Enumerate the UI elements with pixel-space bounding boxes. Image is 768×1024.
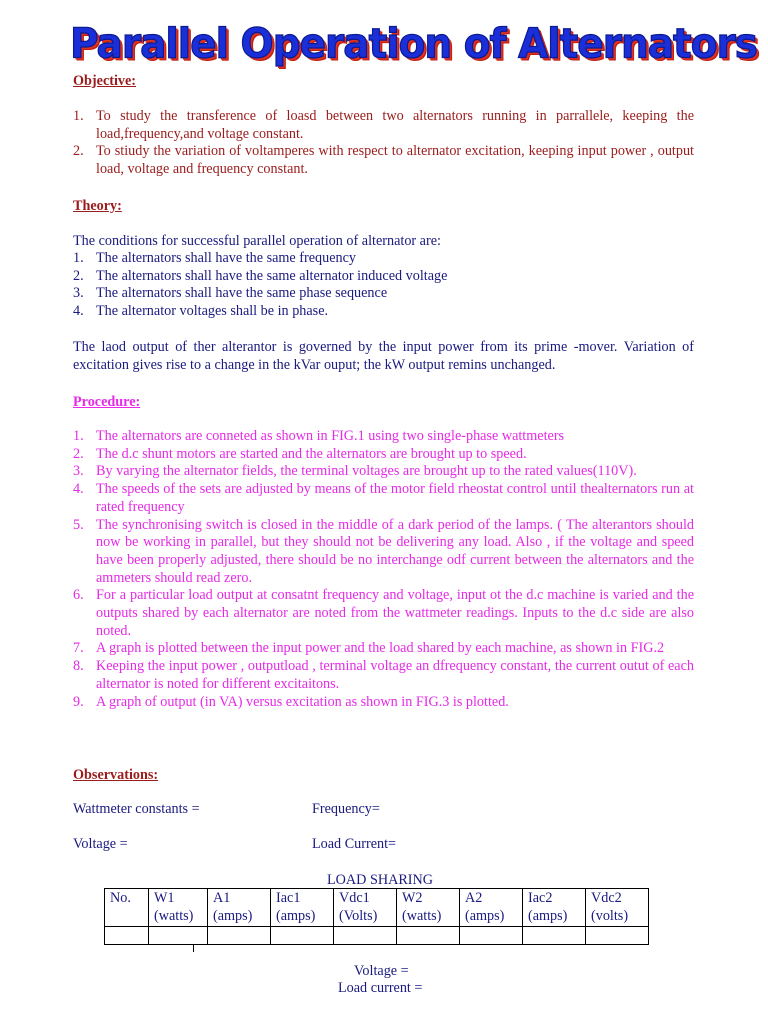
condition-item: 3. The alternators shall have the same phase sequence bbox=[73, 285, 388, 302]
procedure-step: 6. For a particular load output at consatnt frequency and voltage, input ot the d.c machine is varied and the outputs shared by each alternator are noted from the wattmeter readings. Inputs to the d.c side are also noted. bbox=[73, 587, 694, 639]
frequency-label: Frequency= bbox=[312, 801, 380, 817]
theory-conditions-list bbox=[73, 250, 694, 321]
column-header: No. bbox=[105, 889, 149, 927]
footer-voltage-label: Voltage = bbox=[354, 963, 409, 979]
page-title: Parallel Operation of Alternators bbox=[70, 20, 757, 69]
theory-paragraph: The laod output of ther alterantor is governed by the input power from its prime -mover. Variation of excitation gives rise to a change in the kVar ouput; the kW output remins unchanged. bbox=[73, 339, 694, 373]
procedure-step: 1. The alternators are conneted as shown in FIG.1 using two single-phase wattmeters bbox=[73, 428, 565, 444]
objective-list bbox=[73, 108, 694, 179]
column-header: Vdc2 (volts) bbox=[586, 889, 649, 927]
table-cell bbox=[105, 927, 149, 945]
column-header: W1 (watts) bbox=[149, 889, 208, 927]
column-header: Iac1 (amps) bbox=[271, 889, 334, 927]
objective-heading: Objective: bbox=[73, 73, 137, 89]
load-current-label: Load Current= bbox=[312, 836, 397, 852]
procedure-step: 4. The speeds of the sets are adjusted by means of the motor field rheostat control until thealternators run at rated frequency bbox=[73, 481, 694, 515]
procedure-step: 3. By varying the alternator fields, the terminal voltages are brought up to the rated values(110V). bbox=[73, 463, 637, 480]
condition-item: 4. The alternator voltages shall be in phase. bbox=[73, 303, 329, 320]
condition-item: 2. The alternators shall have the same alternator induced voltage bbox=[73, 267, 448, 284]
wattmeter-constants-label: Wattmeter constants = bbox=[73, 801, 200, 817]
procedure-step: 5. The synchronising switch is closed in the middle of a dark period of the lamps. ( The alterantors should now be working in parallel, but they should not be delivering any load. Also , if the voltage and speed have been properly adjusted, there should be no interchange odf current between the alternators and the ammeters should read zero. bbox=[73, 516, 694, 586]
footer-load-current-label: Load current = bbox=[338, 980, 423, 996]
procedure-step: 2. The d.c shunt motors are started and the alternators are brought up to speed. bbox=[73, 445, 527, 462]
table-cell bbox=[586, 927, 649, 945]
procedure-step: 7. A graph is plotted between the input power and the load shared by each machine, as shown in FIG.2 bbox=[73, 640, 665, 657]
column-header: A2 (amps) bbox=[460, 889, 523, 927]
condition-item: 1. The alternators shall have the same frequency bbox=[73, 250, 356, 266]
table-title: LOAD SHARING bbox=[327, 872, 434, 888]
table-cell bbox=[208, 927, 271, 945]
column-header: W2 (watts) bbox=[397, 889, 460, 927]
table-cell bbox=[460, 927, 523, 945]
column-header: Iac2 (amps) bbox=[523, 889, 586, 927]
table-cell bbox=[271, 927, 334, 945]
observations-heading: Observations: bbox=[73, 767, 159, 783]
voltage-label: Voltage = bbox=[73, 836, 128, 852]
column-header: Vdc1 (Volts) bbox=[334, 889, 397, 927]
objective-item: 1. To study the transference of loasd between two alternators running in parrallele, keeping the load,frequency,and voltage constant. bbox=[73, 108, 694, 142]
table-stray-mark bbox=[193, 944, 194, 952]
procedure-step: 9. A graph of output (in VA) versus excitation as shown in FIG.3 is plotted. bbox=[73, 693, 509, 710]
table-cell bbox=[397, 927, 460, 945]
table-row bbox=[105, 927, 649, 945]
procedure-heading: Procedure: bbox=[73, 394, 141, 410]
theory-heading: Theory: bbox=[73, 198, 122, 214]
objective-item: 2. To stiudy the variation of voltamperes with respect to alternator excitation, keeping input power , output load, voltage and frequency constant. bbox=[73, 143, 694, 178]
table-cell bbox=[334, 927, 397, 945]
procedure-step: 8. Keeping the input power , outputload , terminal voltage an dfrequency constant, the current outut of each alternator is noted for different excitaitons. bbox=[73, 658, 694, 692]
table-cell bbox=[149, 927, 208, 945]
table-header-row bbox=[105, 889, 649, 927]
column-header: A1 (amps) bbox=[208, 889, 271, 927]
theory-intro: The conditions for successful parallel operation of alternator are: bbox=[73, 233, 441, 249]
procedure-list bbox=[73, 428, 694, 711]
load-sharing-table bbox=[104, 888, 649, 945]
table-cell bbox=[523, 927, 586, 945]
